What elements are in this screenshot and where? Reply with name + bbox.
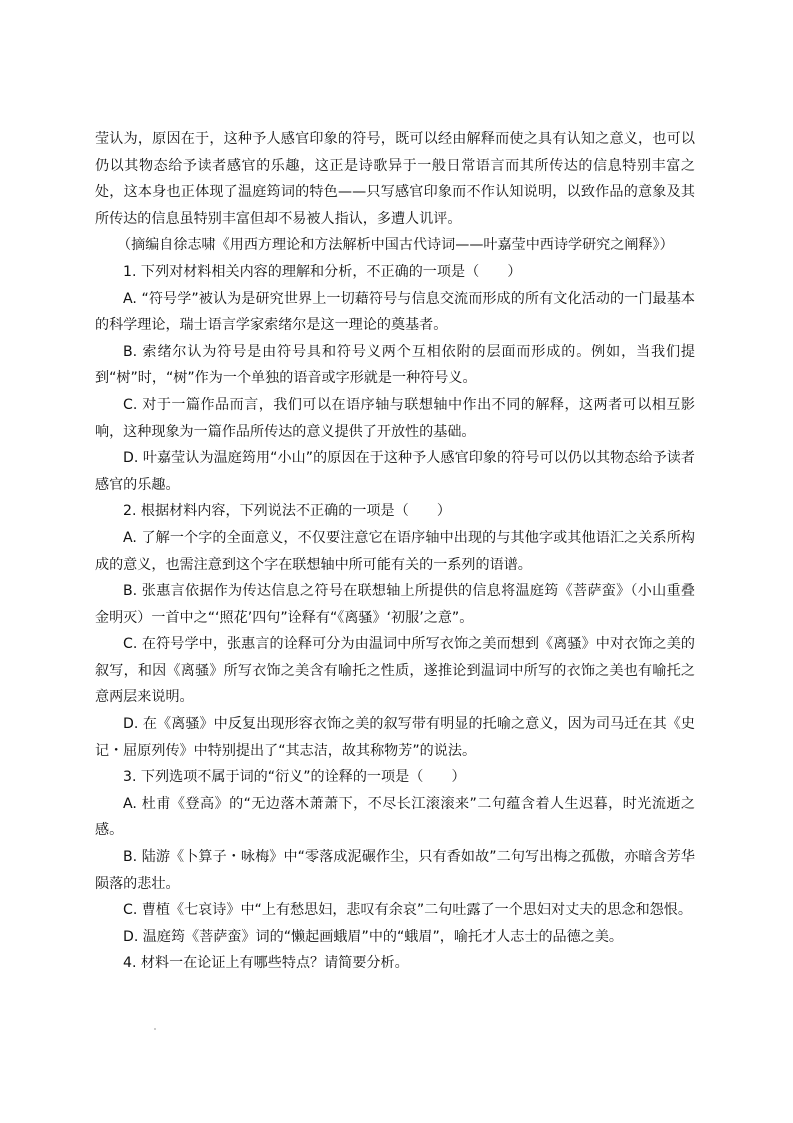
question-1-option-c: C. 对于一篇作品而言，我们可以在语序轴与联想轴中作出不同的解释，这两者可以相互影响，这种现象为一篇作品所传达的意义提供了开放性的基础。 [95, 396, 695, 440]
question-2-option-a: A. 了解一个字的全面意义，不仅要注意它在语序轴中出现的与其他字或其他语汇之关系所构成的意义，也需注意到这个字在联想轴中所可能有关的一系列的语谱。 [95, 529, 695, 573]
question-3-option-b: B. 陆游《卜算子・咏梅》中“零落成泥碾作尘，只有香如故”二句写出梅之孤傲，亦暗含芳华陨落的悲壮。 [95, 849, 695, 892]
question-2-stem: 2. 根据材料内容，下列说法不正确的一项是（ ） [123, 503, 451, 520]
question-3-stem: 3. 下列选项不属于词的“衍义”的诠释的一项是（ ） [123, 769, 466, 786]
question-2-option-b: B. 张惠言依据作为传达信息之符号在联想轴上所提供的信息将温庭筠《菩萨蛮》（小山重叠金明灭）一首中之“‘照花’四句”诠释有“《离骚》‘初服’之意”。 [95, 583, 695, 626]
question-1-option-a: A. “符号学”被认为是研究世界上一切藉符号与信息交流而形成的所有文化活动的一门最基本的科学理论，瑞士语言学家索绪尔是这一理论的奠基者。 [95, 290, 695, 334]
question-3-option-d: D. 温庭筠《菩萨蛮》词的“懒起画蛾眉”中的“蛾眉”，喻托才人志士的品德之美。 [123, 928, 624, 945]
document-body [95, 126, 695, 977]
passage-ending: 莹认为，原因在于，这种予人感官印象的符号，既可以经由解释而使之具有认知之意义，也可以仍以其物态给予读者感官的乐趣，这正是诗歌异于一般日常语言而其所传达的信息特别丰富之处，这本身也正体现了温庭筠词的特色——只写感官印象而不作认知说明，以致作品的意象及其所传达的信息虽特别丰富但却不易被人指认，多遭人讥评。 [95, 131, 695, 227]
stray-dot [154, 1028, 156, 1030]
question-4-stem: 4. 材料一在论证上有哪些特点？请简要分析。 [123, 955, 409, 972]
question-3-option-c: C. 曹植《七哀诗》中“上有愁思妇，悲叹有余哀”二句吐露了一个思妇对丈夫的思念和怨恨。 [123, 902, 692, 919]
question-1-stem: 1. 下列对材料相关内容的理解和分析，不正确的一项是（ ） [123, 263, 522, 280]
question-1-option-b: B. 索绪尔认为符号是由符号具和符号义两个互相依附的层面而形成的。例如，当我们提到“树”时，“树”作为一个单独的语音或字形就是一种符号义。 [95, 343, 695, 387]
question-2-option-c: C. 在符号学中，张惠言的诠释可分为由温词中所写衣饰之美而想到《离骚》中对衣饰之美的叙写，和因《离骚》所写衣饰之美含有喻托之性质，遂推论到温词中所写的衣饰之美也有喻托之意两层来说明。 [95, 636, 695, 706]
question-2-option-d: D. 在《离骚》中反复出现形容衣饰之美的叙写带有明显的托喻之意义，因为司马迁在其《史记・屈原列传》中特别提出了“其志洁，故其称物芳”的说法。 [95, 716, 695, 759]
question-3-option-a: A. 杜甫《登高》的“无边落木萧萧下，不尽长江滚滚来”二句蕴含着人生迟暮，时光流逝之感。 [95, 795, 695, 839]
question-1-option-d: D. 叶嘉莹认为温庭筠用“小山”的原因在于这种予人感官印象的符号可以仍以其物态给予读者感官的乐趣。 [95, 450, 695, 493]
source-citation: （摘编自徐志啸《用西方理论和方法解析中国古代诗词——叶嘉莹中西诗学研究之阐释》） [117, 237, 674, 254]
